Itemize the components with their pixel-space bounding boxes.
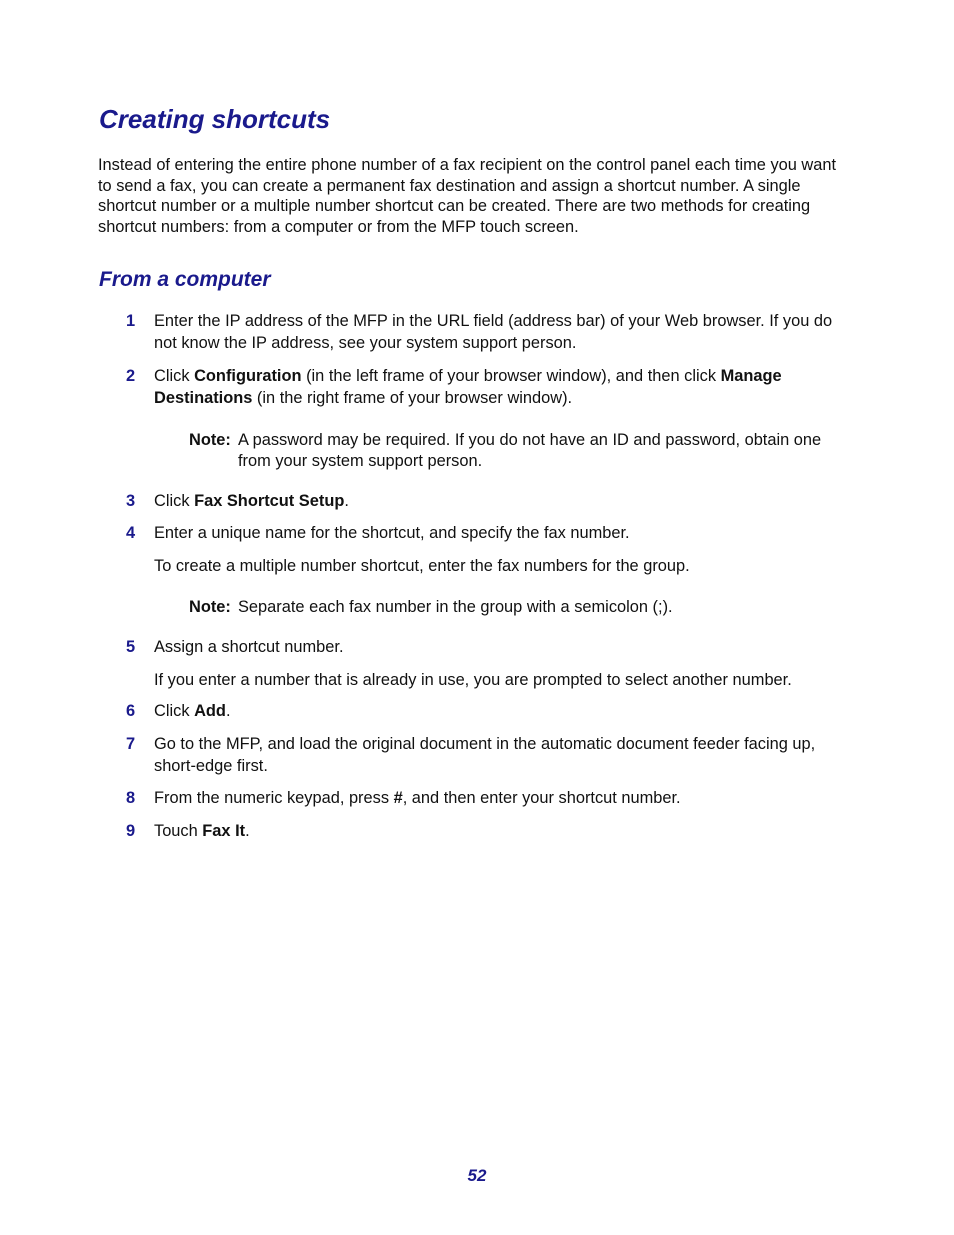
step-text: Assign a shortcut number. (154, 638, 344, 656)
ui-label-fax-shortcut-setup: Fax Shortcut Setup (194, 492, 345, 510)
section-heading: From a computer (99, 268, 271, 291)
step-number: 3 (126, 492, 136, 510)
step-text: Go to the MFP, and load the original document in the automatic document feeder facing up, short-edge first. (154, 735, 816, 775)
ui-label-add: Add (194, 702, 226, 720)
step-number: 1 (126, 312, 136, 330)
note-text: Separate each fax number in the group with a semicolon (;). (238, 598, 673, 616)
page-number: 52 (467, 1166, 487, 1185)
step-text: Enter the IP address of the MFP in the URL field (address bar) of your Web browser. If you do not know the IP address, see your system support person. (154, 312, 833, 352)
step-text: Click Add. (154, 702, 231, 720)
step-number: 5 (126, 638, 136, 656)
ui-label-manage-destinations: Manage Destinations (154, 367, 782, 407)
step-number: 9 (126, 822, 136, 840)
step-number: 6 (126, 702, 136, 720)
step-number: 7 (126, 735, 136, 753)
step-number: 8 (126, 789, 136, 807)
page-title: Creating shortcuts (99, 104, 331, 134)
step-text: Touch Fax It. (154, 822, 250, 840)
intro-paragraph: Instead of entering the entire phone number of a fax recipient on the control panel each time you want to send a fax, you can create a permanent fax destination and assign a shortcut number. A single shortcut number or a multiple number shortcut can be created. There are two methods for creating shortcut numbers: from a computer or from the MFP touch screen. (98, 156, 837, 236)
ui-label-configuration: Configuration (194, 367, 302, 385)
step-number: 4 (126, 524, 136, 542)
step-text: Enter a unique name for the shortcut, and specify the fax number. (154, 524, 630, 542)
step-text: From the numeric keypad, press #, and then enter your shortcut number. (154, 789, 681, 807)
step-number: 2 (126, 367, 136, 385)
step-text: Click Configuration (in the left frame of your browser window), and then click Manage Destinations (in the right frame of your browser window). (154, 367, 782, 407)
note-label: Note: (189, 598, 231, 616)
step-5-detail: If you enter a number that is already in use, you are prompted to select another number. (154, 671, 792, 689)
key-label-hash: # (393, 789, 403, 807)
note-label: Note: (189, 431, 231, 449)
ui-label-fax-it: Fax It (202, 822, 246, 840)
step-text: Click Fax Shortcut Setup. (154, 492, 349, 510)
note-text: A password may be required. If you do not have an ID and password, obtain one from your system support person. (238, 431, 822, 470)
step-4-detail: To create a multiple number shortcut, enter the fax numbers for the group. (154, 557, 690, 575)
